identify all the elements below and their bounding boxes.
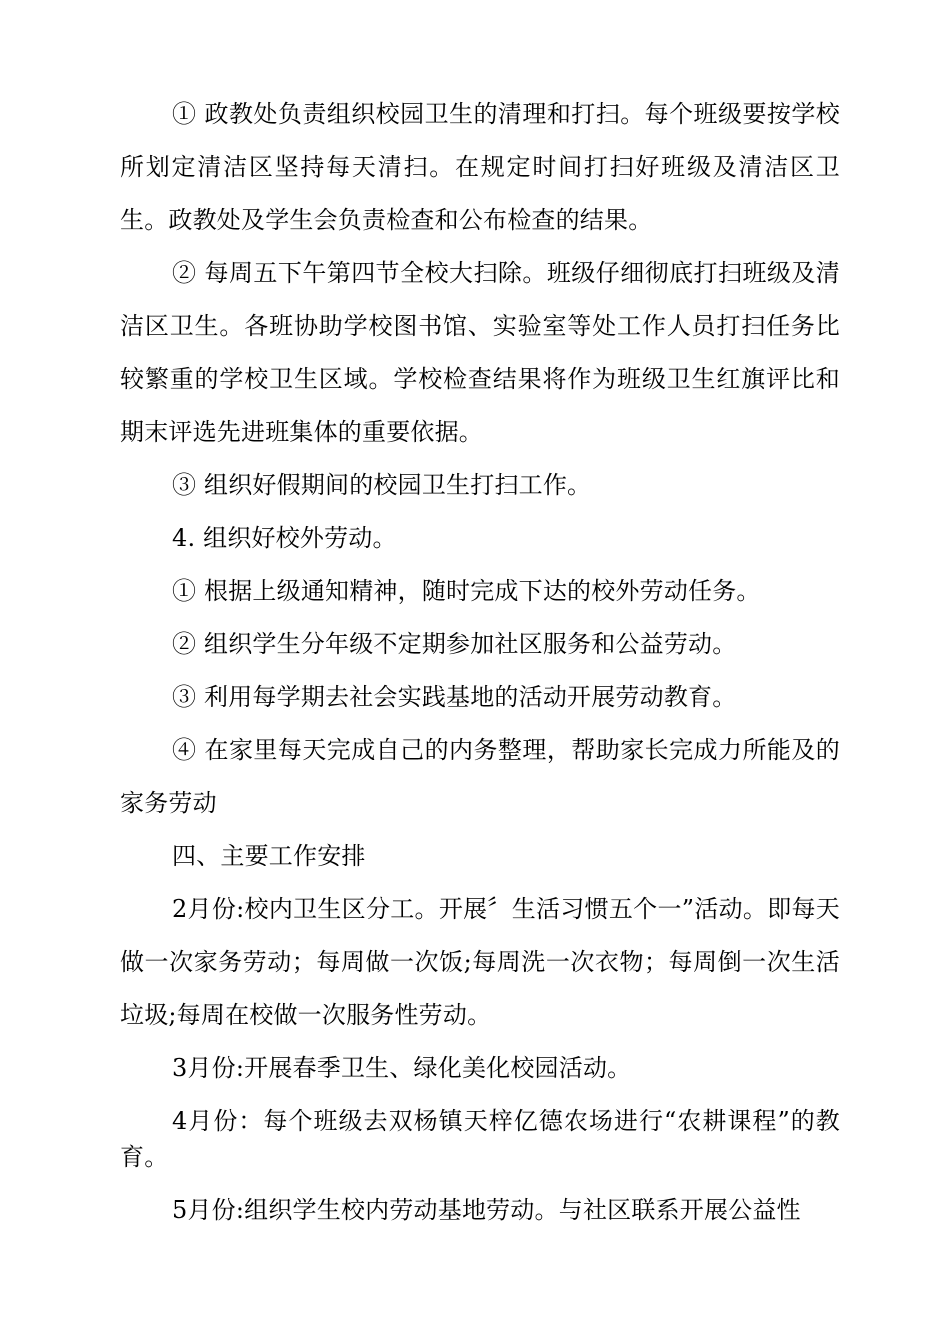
paragraph-holiday-cleaning: ③ 组织好假期间的校园卫生打扫工作。	[172, 471, 592, 499]
paragraph-march: 3月份:开展春季卫生、绿化美化校园活动。	[172, 1054, 632, 1082]
paragraph-outside-labor-heading: 4. 组织好校外劳动。	[172, 524, 397, 552]
paragraph-february: 2月份:校内卫生区分工。开展〞生活习惯五个一”活动。即每天做一次家务劳动；每周做一次饭;每周洗一次衣物；每周倒一次生活垃圾;每周在校做一次服务性劳动。	[120, 895, 840, 1029]
paragraph-may: 5月份:组织学生校内劳动基地劳动。与社区联系开展公益性	[172, 1196, 801, 1224]
paragraph-campus-cleaning: ① 政教处负责组织校园卫生的清理和打扫。每个班级要按学校所划定清洁区坚持每天清扫。在规定时间打扫好班级及清洁区卫生。政教处及学生会负责检查和公布检查的结果。	[120, 100, 840, 234]
paragraph-outside-labor-2: ② 组织学生分年级不定期参加社区服务和公益劳动。	[172, 630, 737, 658]
document-page	[120, 88, 840, 1237]
paragraph-outside-labor-1: ① 根据上级通知精神，随时完成下达的校外劳动任务。	[172, 577, 761, 605]
paragraph-weekly-cleaning: ② 每周五下午第四节全校大扫除。班级仔细彻底打扫班级及清洁区卫生。各班协助学校图书馆、实验室等处工作人员打扫任务比较繁重的学校卫生区域。学校检查结果将作为班级卫生红旗评比和期末评选先进班集体的重要依据。	[120, 259, 840, 446]
section-heading-schedule: 四、主要工作安排	[172, 842, 366, 870]
paragraph-april: 4月份：每个班级去双杨镇天梓亿德农场进行“农耕课程”的教育。	[120, 1107, 840, 1171]
paragraph-outside-labor-4: ④ 在家里每天完成自己的内务整理，帮助家长完成力所能及的家务劳动	[120, 736, 840, 817]
paragraph-outside-labor-3: ③ 利用每学期去社会实践基地的活动开展劳动教育。	[172, 683, 737, 711]
